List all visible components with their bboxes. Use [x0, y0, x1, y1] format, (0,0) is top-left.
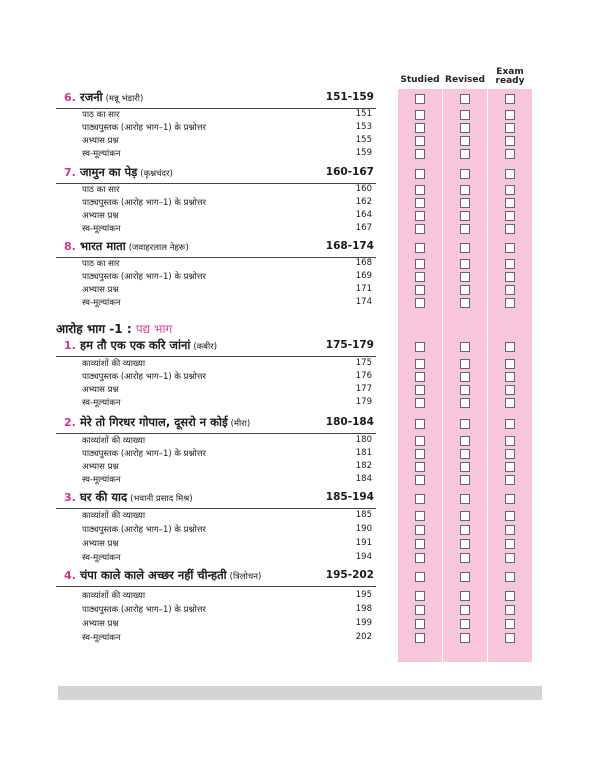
- list-item: [82, 604, 374, 617]
- chapter-name: [80, 90, 143, 105]
- column-header-revised: [443, 76, 487, 85]
- checkbox-studied[interactable]: [415, 136, 425, 146]
- chapter-page-range: 160-167: [325, 166, 374, 178]
- column-header-exam-ready: [488, 68, 532, 86]
- chapter-title-row: [56, 338, 376, 357]
- checkbox-studied[interactable]: [415, 198, 425, 208]
- checkbox-studied[interactable]: [415, 436, 425, 446]
- column-header-studied-label: Studied: [400, 75, 440, 85]
- checkbox-revised[interactable]: [460, 511, 470, 521]
- item-label: स्व-मूल्यांकन: [82, 475, 121, 485]
- chapter-title-text: घर की याद: [80, 490, 128, 504]
- checkbox-revised[interactable]: [460, 419, 470, 429]
- checkbox-revised[interactable]: [460, 110, 470, 120]
- item-label: अभ्यास प्रश्न: [82, 211, 119, 221]
- checkbox-exam-ready[interactable]: [505, 359, 515, 369]
- checkbox-exam-ready[interactable]: [505, 398, 515, 408]
- list-item: [82, 210, 374, 223]
- checkbox-exam-ready[interactable]: [505, 572, 515, 582]
- checkbox-revised[interactable]: [460, 398, 470, 408]
- checkbox-revised[interactable]: [460, 342, 470, 352]
- checkbox-revised[interactable]: [460, 436, 470, 446]
- list-item: [82, 258, 374, 271]
- item-label: पाठ्यपुस्तक (आरोह भाग–1) के प्रश्नोत्तर: [82, 123, 206, 133]
- checkbox-revised[interactable]: [460, 198, 470, 208]
- checkbox-exam-ready[interactable]: [505, 169, 515, 179]
- chapter-page-range: 175-179: [325, 339, 374, 351]
- list-item: [82, 461, 374, 474]
- checkbox-revised[interactable]: [460, 298, 470, 308]
- checkbox-exam-ready[interactable]: [505, 198, 515, 208]
- checkbox-studied[interactable]: [415, 259, 425, 269]
- checkbox-studied[interactable]: [415, 539, 425, 549]
- checkbox-revised[interactable]: [460, 243, 470, 253]
- checkbox-exam-ready[interactable]: [505, 372, 515, 382]
- item-page: 155: [355, 135, 372, 145]
- item-label: काव्यांशों की व्याख्या: [82, 436, 146, 446]
- list-item: [82, 135, 374, 148]
- chapter-title-text: भारत माता: [80, 239, 126, 253]
- list-item: [82, 448, 374, 461]
- item-page: 169: [355, 271, 372, 281]
- checkbox-exam-ready[interactable]: [505, 511, 515, 521]
- checkbox-studied[interactable]: [415, 359, 425, 369]
- checkbox-revised[interactable]: [460, 525, 470, 535]
- checkbox-exam-ready[interactable]: [505, 285, 515, 295]
- item-label: स्व-मूल्यांकन: [82, 633, 121, 643]
- checkbox-exam-ready[interactable]: [505, 342, 515, 352]
- checkbox-revised[interactable]: [460, 94, 470, 104]
- chapter-name: [80, 568, 261, 583]
- checkbox-exam-ready[interactable]: [505, 259, 515, 269]
- checkbox-exam-ready[interactable]: [505, 449, 515, 459]
- chapter-page-range: 180-184: [325, 416, 374, 428]
- checkbox-revised[interactable]: [460, 123, 470, 133]
- chapter-title-text: मेरे तो गिरधर गोपाल, दूसरो न कोई: [80, 415, 228, 429]
- checkbox-studied[interactable]: [415, 525, 425, 535]
- checkbox-revised[interactable]: [460, 553, 470, 563]
- checkbox-studied[interactable]: [415, 298, 425, 308]
- checkbox-exam-ready[interactable]: [505, 136, 515, 146]
- item-label: काव्यांशों की व्याख्या: [82, 511, 146, 521]
- item-page: 177: [355, 384, 372, 394]
- chapter-name: [80, 165, 173, 180]
- item-page: 190: [355, 524, 372, 534]
- checkbox-studied[interactable]: [415, 398, 425, 408]
- chapter-author: (कृश्नचंदर): [140, 169, 173, 179]
- chapter-author: (मीरा): [230, 419, 251, 429]
- checkbox-revised[interactable]: [460, 149, 470, 159]
- checkbox-exam-ready[interactable]: [505, 211, 515, 221]
- item-label: काव्यांशों की व्याख्या: [82, 359, 146, 369]
- chapter-page-range: 185-194: [325, 491, 374, 503]
- chapter-page-range: 168-174: [325, 240, 374, 252]
- chapter-author: (मन्नू भंडारी): [105, 94, 144, 104]
- list-item: [82, 474, 374, 487]
- list-item: [82, 552, 374, 565]
- chapter-page-range: 151-159: [325, 91, 374, 103]
- item-page: 191: [355, 538, 372, 548]
- item-page: 181: [355, 448, 372, 458]
- checkbox-studied[interactable]: [415, 385, 425, 395]
- item-label: पाठ का सार: [82, 185, 120, 195]
- footer-bar: [58, 686, 542, 700]
- checkbox-revised[interactable]: [460, 185, 470, 195]
- chapter-author: (त्रिलोचन): [229, 572, 262, 582]
- item-page: 171: [355, 284, 372, 294]
- item-label: पाठ्यपुस्तक (आरोह भाग–1) के प्रश्नोत्तर: [82, 525, 206, 535]
- list-item: [82, 122, 374, 135]
- item-page: 162: [355, 197, 372, 207]
- item-label: पाठ्यपुस्तक (आरोह भाग–1) के प्रश्नोत्तर: [82, 372, 206, 382]
- checkbox-studied[interactable]: [415, 494, 425, 504]
- item-label: स्व-मूल्यांकन: [82, 224, 121, 234]
- checkbox-studied[interactable]: [415, 149, 425, 159]
- checkbox-revised[interactable]: [460, 633, 470, 643]
- item-page: 159: [355, 148, 372, 158]
- item-label: अभ्यास प्रश्न: [82, 462, 119, 472]
- item-label: स्व-मूल्यांकन: [82, 298, 121, 308]
- item-label: पाठ्यपुस्तक (आरोह भाग–1) के प्रश्नोत्तर: [82, 449, 206, 459]
- chapter-title-text: चंपा काले काले अच्छर नहीं चीन्हती: [80, 568, 227, 582]
- chapter-title-row: [56, 568, 376, 587]
- checkbox-revised[interactable]: [460, 285, 470, 295]
- column-header-studied: [398, 76, 442, 85]
- list-item: [82, 271, 374, 284]
- checkbox-studied[interactable]: [415, 185, 425, 195]
- checkbox-revised[interactable]: [460, 462, 470, 472]
- chapter-number: 2.: [64, 416, 76, 429]
- checkbox-studied[interactable]: [415, 243, 425, 253]
- checkbox-revised[interactable]: [460, 449, 470, 459]
- column-header-revised-label: Revised: [445, 75, 485, 85]
- checkbox-exam-ready[interactable]: [505, 243, 515, 253]
- checkbox-revised[interactable]: [460, 359, 470, 369]
- checkbox-exam-ready[interactable]: [505, 475, 515, 485]
- checkbox-exam-ready[interactable]: [505, 553, 515, 563]
- item-page: 195: [355, 590, 372, 600]
- chapter-author: (भवानी प्रसाद मिश्र): [130, 494, 193, 504]
- list-item: [82, 109, 374, 122]
- list-item: [82, 184, 374, 197]
- item-label: अभ्यास प्रश्न: [82, 539, 119, 549]
- chapter-title-row: [56, 490, 376, 509]
- checkbox-revised[interactable]: [460, 619, 470, 629]
- list-item: [82, 384, 374, 397]
- checkbox-studied[interactable]: [415, 169, 425, 179]
- item-label: पाठ्यपुस्तक (आरोह भाग–1) के प्रश्नोत्तर: [82, 198, 206, 208]
- checkbox-exam-ready[interactable]: [505, 419, 515, 429]
- checkbox-studied[interactable]: [415, 285, 425, 295]
- checkbox-studied[interactable]: [415, 475, 425, 485]
- item-label: अभ्यास प्रश्न: [82, 619, 119, 629]
- chapter-title-row: [56, 239, 376, 258]
- chapter-title-row: [56, 415, 376, 434]
- item-label: स्व-मूल्यांकन: [82, 398, 121, 408]
- list-item: [82, 632, 374, 645]
- checkbox-studied[interactable]: [415, 572, 425, 582]
- checkbox-exam-ready[interactable]: [505, 185, 515, 195]
- chapter-name: [80, 415, 250, 430]
- item-page: 194: [355, 552, 372, 562]
- checkbox-studied[interactable]: [415, 123, 425, 133]
- list-item: [82, 524, 374, 537]
- list-item: [82, 510, 374, 523]
- item-page: 174: [355, 297, 372, 307]
- section-heading-prefix: आरोह भाग -1 :: [56, 322, 132, 336]
- checkbox-studied[interactable]: [415, 633, 425, 643]
- chapter-number: 4.: [64, 569, 76, 582]
- checkbox-exam-ready[interactable]: [505, 149, 515, 159]
- chapter-name: [80, 490, 193, 505]
- checkbox-studied[interactable]: [415, 553, 425, 563]
- item-page: 176: [355, 371, 372, 381]
- checkbox-studied[interactable]: [415, 449, 425, 459]
- checkbox-studied[interactable]: [415, 462, 425, 472]
- chapter-number: 7.: [64, 166, 76, 179]
- checkbox-exam-ready[interactable]: [505, 494, 515, 504]
- column-header-ready-label: ready: [495, 76, 525, 86]
- checkbox-revised[interactable]: [460, 224, 470, 234]
- checkbox-exam-ready[interactable]: [505, 462, 515, 472]
- item-page: 184: [355, 474, 372, 484]
- list-item: [82, 371, 374, 384]
- item-label: काव्यांशों की व्याख्या: [82, 591, 146, 601]
- chapter-author: (जवाहरलाल नेहरू): [128, 243, 189, 253]
- item-page: 167: [355, 223, 372, 233]
- chapter-title-text: हम तौ एक एक करि जांनां: [80, 338, 191, 352]
- checkbox-studied[interactable]: [415, 224, 425, 234]
- item-page: 182: [355, 461, 372, 471]
- list-item: [82, 435, 374, 448]
- list-item: [82, 197, 374, 210]
- item-page: 202: [355, 632, 372, 642]
- checkbox-exam-ready[interactable]: [505, 539, 515, 549]
- checkbox-studied[interactable]: [415, 272, 425, 282]
- checkbox-studied[interactable]: [415, 419, 425, 429]
- chapter-name: [80, 239, 189, 254]
- chapter-title-text: रजनी: [80, 90, 103, 104]
- checkbox-revised[interactable]: [460, 605, 470, 615]
- checkbox-revised[interactable]: [460, 385, 470, 395]
- chapter-title-row: [56, 165, 376, 184]
- checkbox-studied[interactable]: [415, 619, 425, 629]
- item-page: 168: [355, 258, 372, 268]
- checkbox-exam-ready[interactable]: [505, 224, 515, 234]
- chapter-number: 6.: [64, 91, 76, 104]
- checkbox-revised[interactable]: [460, 136, 470, 146]
- item-page: 175: [355, 358, 372, 368]
- checkbox-studied[interactable]: [415, 591, 425, 601]
- item-label: अभ्यास प्रश्न: [82, 285, 119, 295]
- checkbox-revised[interactable]: [460, 259, 470, 269]
- list-item: [82, 618, 374, 631]
- chapter-author: (कबीर): [193, 342, 218, 352]
- section-heading: [56, 320, 172, 337]
- column-header-exam-label: Exam: [496, 67, 524, 77]
- item-page: 179: [355, 397, 372, 407]
- item-page: 199: [355, 618, 372, 628]
- chapter-title-text: जामुन का पेड़: [80, 165, 138, 179]
- item-page: 153: [355, 122, 372, 132]
- item-label: पाठ्यपुस्तक (आरोह भाग–1) के प्रश्नोत्तर: [82, 605, 206, 615]
- item-page: 151: [355, 109, 372, 119]
- item-label: अभ्यास प्रश्न: [82, 385, 119, 395]
- chapter-number: 1.: [64, 339, 76, 352]
- checkbox-exam-ready[interactable]: [505, 94, 515, 104]
- list-item: [82, 148, 374, 161]
- chapter-title-row: [56, 90, 376, 109]
- checkbox-exam-ready[interactable]: [505, 633, 515, 643]
- item-label: पाठ का सार: [82, 110, 120, 120]
- list-item: [82, 297, 374, 310]
- checkbox-revised[interactable]: [460, 169, 470, 179]
- list-item: [82, 223, 374, 236]
- checkbox-revised[interactable]: [460, 372, 470, 382]
- chapter-number: 8.: [64, 240, 76, 253]
- checkbox-exam-ready[interactable]: [505, 385, 515, 395]
- checkbox-studied[interactable]: [415, 110, 425, 120]
- item-label: स्व-मूल्यांकन: [82, 149, 121, 159]
- checkbox-studied[interactable]: [415, 342, 425, 352]
- checkbox-exam-ready[interactable]: [505, 525, 515, 535]
- checkbox-revised[interactable]: [460, 572, 470, 582]
- checkbox-exam-ready[interactable]: [505, 619, 515, 629]
- checkbox-exam-ready[interactable]: [505, 591, 515, 601]
- checkbox-revised[interactable]: [460, 494, 470, 504]
- checkbox-revised[interactable]: [460, 539, 470, 549]
- item-label: स्व-मूल्यांकन: [82, 553, 121, 563]
- checkbox-revised[interactable]: [460, 475, 470, 485]
- item-page: 164: [355, 210, 372, 220]
- checkbox-studied[interactable]: [415, 94, 425, 104]
- chapter-name: [80, 338, 217, 353]
- item-label: अभ्यास प्रश्न: [82, 136, 119, 146]
- checkbox-exam-ready[interactable]: [505, 298, 515, 308]
- checkbox-exam-ready[interactable]: [505, 123, 515, 133]
- item-label: पाठ का सार: [82, 259, 120, 269]
- list-item: [82, 538, 374, 551]
- list-item: [82, 284, 374, 297]
- checkbox-studied[interactable]: [415, 511, 425, 521]
- checkbox-exam-ready[interactable]: [505, 605, 515, 615]
- checkbox-revised[interactable]: [460, 591, 470, 601]
- section-heading-accent: पद्य भाग: [135, 322, 173, 336]
- chapter-number: 3.: [64, 491, 76, 504]
- checkbox-exam-ready[interactable]: [505, 272, 515, 282]
- item-label: पाठ्यपुस्तक (आरोह भाग–1) के प्रश्नोत्तर: [82, 272, 206, 282]
- list-item: [82, 397, 374, 410]
- checkbox-revised[interactable]: [460, 211, 470, 221]
- checkbox-studied[interactable]: [415, 605, 425, 615]
- checkbox-exam-ready[interactable]: [505, 436, 515, 446]
- checkbox-revised[interactable]: [460, 272, 470, 282]
- chapter-page-range: 195-202: [325, 569, 374, 581]
- checkbox-exam-ready[interactable]: [505, 110, 515, 120]
- item-page: 180: [355, 435, 372, 445]
- list-item: [82, 358, 374, 371]
- checkbox-studied[interactable]: [415, 211, 425, 221]
- item-page: 185: [355, 510, 372, 520]
- list-item: [82, 590, 374, 603]
- item-page: 198: [355, 604, 372, 614]
- checkbox-studied[interactable]: [415, 372, 425, 382]
- item-page: 160: [355, 184, 372, 194]
